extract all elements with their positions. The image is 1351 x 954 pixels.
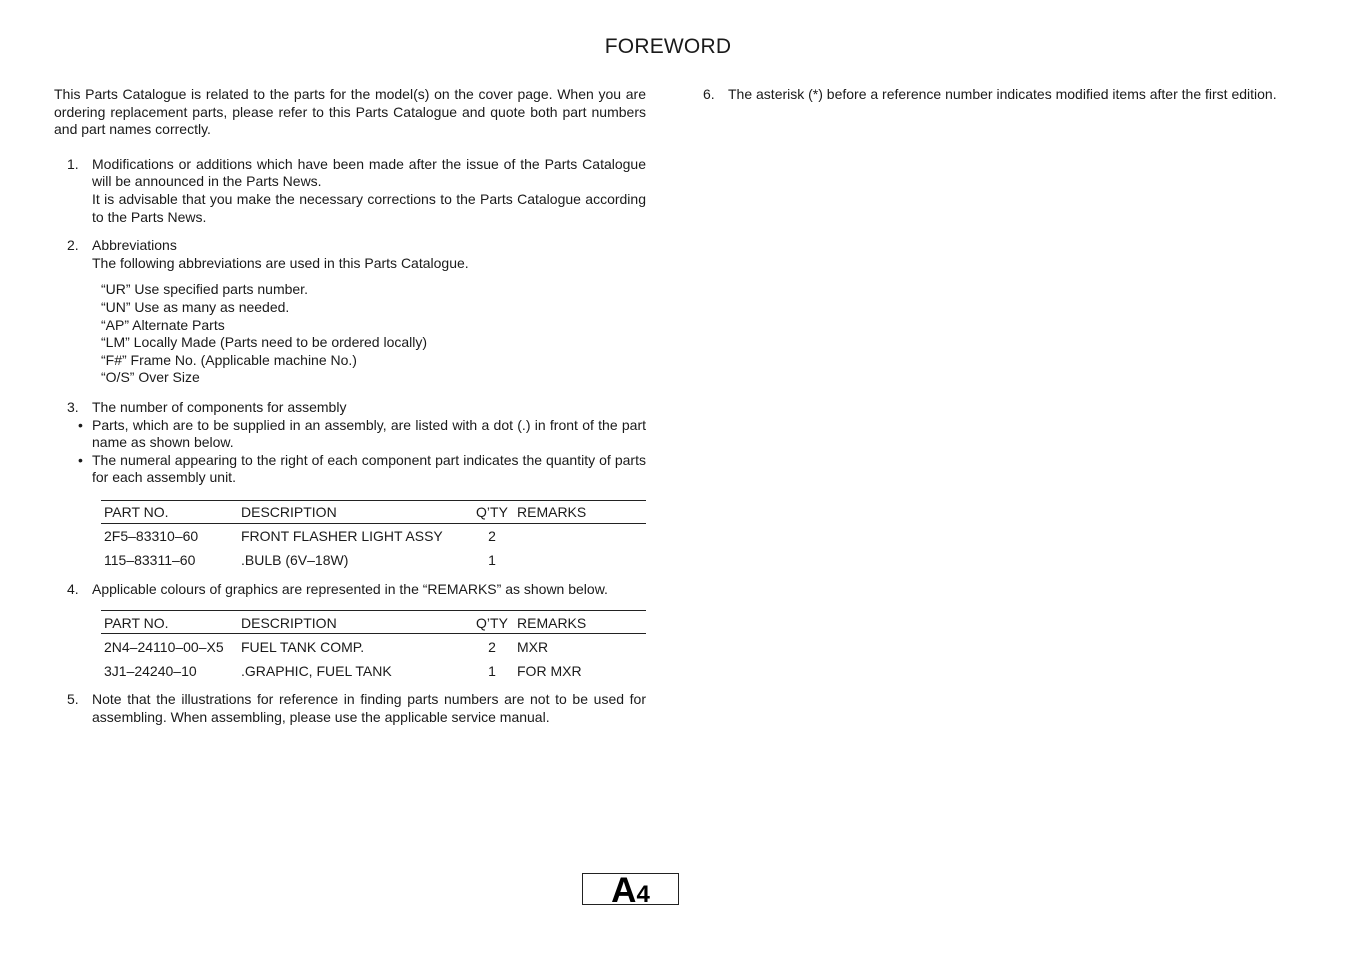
bullet-icon: • xyxy=(78,416,83,433)
col-header-remarks: REMARKS xyxy=(514,611,646,634)
table-row xyxy=(101,523,646,548)
item-number: 1. xyxy=(67,155,79,172)
item-1-text-a: Modifications or additions which have been made after the issue of the Parts Catalogue will be announced in the Parts News. xyxy=(92,155,646,190)
table-row xyxy=(101,634,646,659)
col-header-remarks: REMARKS xyxy=(514,500,646,523)
cell-part-no: 2F5–83310–60 xyxy=(104,528,199,545)
page-title: FOREWORD xyxy=(604,35,732,58)
intro-paragraph: This Parts Catalogue is related to the parts for the model(s) on the cover page. When you are ordering replacement parts, please refer to this Parts Catalogue and quote both part numbers and part names correctly. xyxy=(54,86,646,138)
assembly-example-table xyxy=(101,500,646,572)
col-header-description: DESCRIPTION xyxy=(238,500,470,523)
cell-remarks: MXR xyxy=(517,638,549,655)
item-6-text: The asterisk (*) before a reference number indicates modified items after the first edition. xyxy=(728,86,1277,102)
cell-remarks xyxy=(514,548,646,572)
cell-part-no: 115–83311–60 xyxy=(104,552,196,569)
bullet-item xyxy=(70,452,646,487)
cell-description: FRONT FLASHER LIGHT ASSY xyxy=(241,528,443,545)
table-row xyxy=(101,548,646,572)
cell-qty: 2 xyxy=(488,638,496,655)
left-column xyxy=(54,86,646,727)
cell-part-no: 3J1–24240–10 xyxy=(104,662,197,679)
abbreviation-item: “AP” Alternate Parts xyxy=(101,316,225,333)
col-header-description: DESCRIPTION xyxy=(238,611,470,634)
item-4 xyxy=(54,581,646,599)
item-number: 6. xyxy=(703,86,715,102)
page-number-tag xyxy=(582,871,679,910)
table-header-row xyxy=(101,500,646,523)
bullet-text: The numeral appearing to the right of each component part indicates the quantity of parts for each assembly unit. xyxy=(92,451,646,486)
bullet-icon: • xyxy=(78,451,83,468)
item-number: 3. xyxy=(67,398,79,415)
bullet-item xyxy=(70,417,646,452)
cell-description: .BULB (6V–18W) xyxy=(241,552,349,569)
col-header-qty: Q’TY xyxy=(470,500,514,523)
abbreviation-item: “UR” Use specified parts number. xyxy=(101,281,308,298)
cell-qty: 1 xyxy=(488,552,496,569)
item-2 xyxy=(54,237,646,387)
item-3 xyxy=(54,399,646,487)
colour-example-table xyxy=(101,610,646,682)
right-column xyxy=(703,86,1303,104)
col-header-part-no: PART NO. xyxy=(101,500,238,523)
table-row xyxy=(101,658,646,682)
item-2-heading: Abbreviations xyxy=(92,237,177,254)
item-number: 4. xyxy=(67,580,79,597)
cell-remarks: FOR MXR xyxy=(517,662,582,679)
page-number: 4 xyxy=(636,881,650,908)
cell-qty: 2 xyxy=(488,528,496,545)
cell-remarks xyxy=(514,523,646,548)
cell-description: .GRAPHIC, FUEL TANK xyxy=(241,662,392,679)
item-number: 5. xyxy=(67,691,79,708)
item-4-text: Applicable colours of graphics are represented in the “REMARKS” as shown below. xyxy=(92,580,608,597)
abbreviation-item: “F#” Frame No. (Applicable machine No.) xyxy=(101,351,357,368)
abbreviation-item: “LM” Locally Made (Parts need to be ordered locally) xyxy=(101,334,428,351)
item-5-text: Note that the illustrations for reference in finding parts numbers are not to be used for assembling. When assembling, please use the applicable service manual. xyxy=(92,691,646,726)
table-header-row xyxy=(101,611,646,634)
col-header-qty: Q’TY xyxy=(470,611,514,634)
cell-part-no: 2N4–24110–00–X5 xyxy=(104,638,224,655)
item-number: 2. xyxy=(67,237,79,254)
page-section-letter: A xyxy=(611,871,637,910)
item-1 xyxy=(54,156,646,226)
col-header-part-no: PART NO. xyxy=(101,611,238,634)
abbreviation-item: “O/S” Over Size xyxy=(101,369,200,386)
item-6 xyxy=(703,86,1303,104)
item-1-text-b: It is advisable that you make the necessary corrections to the Parts Catalogue according to the Parts News. xyxy=(92,190,646,225)
item-5 xyxy=(54,691,646,726)
abbreviation-item: “UN” Use as many as needed. xyxy=(101,298,290,315)
bullet-text: Parts, which are to be supplied in an assembly, are listed with a dot (.) in front of the part name as shown below. xyxy=(92,416,646,451)
cell-description: FUEL TANK COMP. xyxy=(241,638,365,655)
cell-qty: 1 xyxy=(488,662,496,679)
abbreviation-list xyxy=(92,281,646,387)
item-3-heading: The number of components for assembly xyxy=(92,398,347,415)
item-2-lead: The following abbreviations are used in this Parts Catalogue. xyxy=(92,254,469,271)
